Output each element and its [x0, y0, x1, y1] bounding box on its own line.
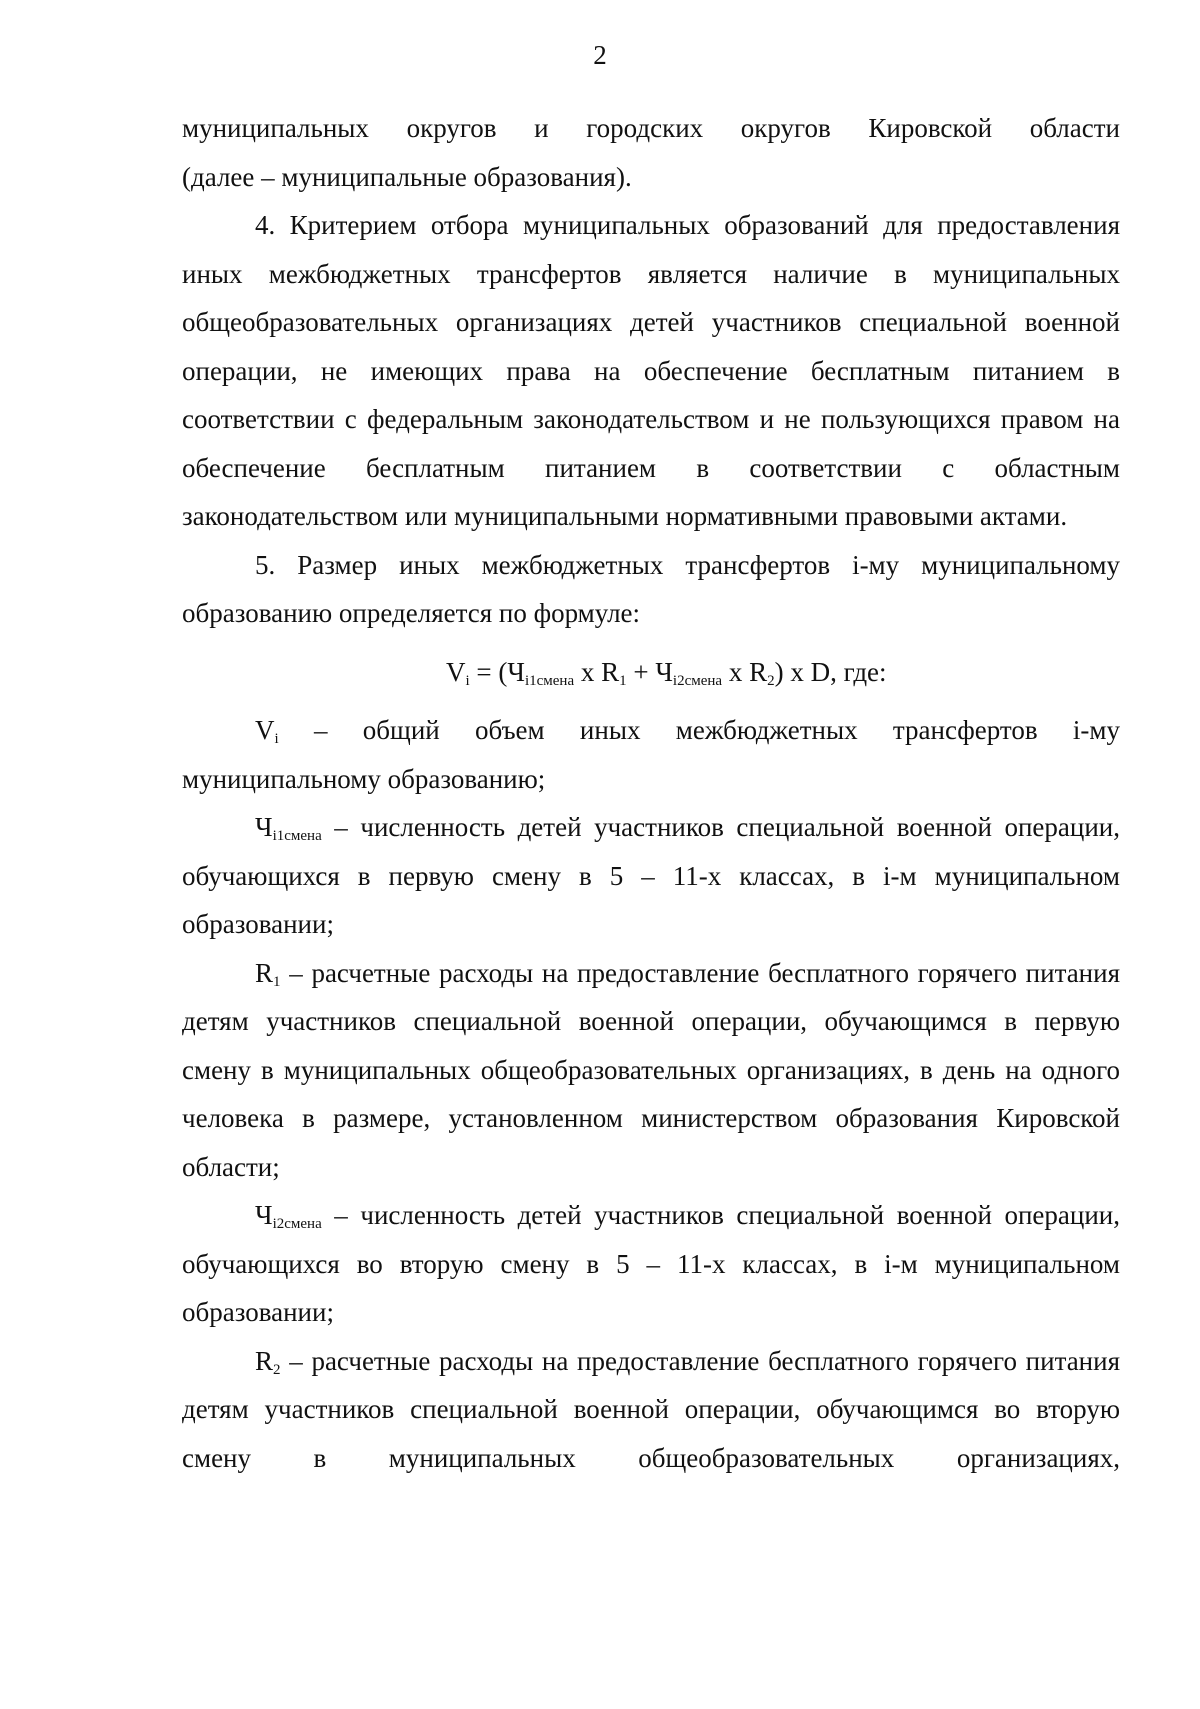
paragraph-continued-end [182, 153, 1120, 202]
definition-ch1-symbol: Ч [255, 812, 273, 842]
definition-ch2-symbol: Ч [255, 1200, 273, 1230]
definition-vi-sub: i [274, 731, 279, 747]
formula-eq-open: = (Ч [469, 656, 525, 687]
definition-ch1-text: – численность детей участников специальной военной операции, обучающихся в первую смену в 5 – 11-х классах, в i-м муниципальном образовании; [182, 812, 1120, 939]
definition-ch1 [182, 803, 1120, 949]
paragraph-5: 5. Размер иных межбюджетных трансфертов i-му муниципальному образованию определяется по формуле: [182, 549, 1120, 628]
paragraph-4: 4. Критерием отбора муниципальных образований для предоставления иных межбюджетных трансфертов является наличие в муниципальных общеобразовательных организациях детей участников специальной военной операции, не имеющих права на обеспечение бесплатным питанием в соответствии с федеральным законодательством и не пользующихся правом на обеспечение бесплатным питанием в соответствии с областным законодательством или муниципальными нормативными правовыми актами. [182, 210, 1120, 531]
paragraph-continued-lead: муниципальных округов и городских округов Кировской области [182, 113, 1120, 143]
definition-r2 [182, 1337, 1120, 1483]
formula-ch2-sub: i2смена [672, 672, 723, 689]
definition-ch2-text: – численность детей участников специальной военной операции, обучающихся во вторую смену в 5 – 11-х классах, в i-м муниципальном образовании; [182, 1200, 1120, 1327]
definition-r1 [182, 949, 1120, 1192]
definition-vi-text: – общий объем иных межбюджетных трансфертов i-му муниципальному образованию; [182, 715, 1120, 794]
formula-r2-sub: 2 [767, 672, 775, 689]
definition-r2-symbol: R [255, 1345, 274, 1376]
formula-plus: + Ч [626, 656, 673, 687]
definition-r1-text: – расчетные расходы на предоставление бесплатного горячего питания детям участников специальной военной операции, обучающимся в первую смену в муниципальных общеобразовательных организациях, в день на одного человека в размере, установленном министерством образования Кировской области; [182, 957, 1120, 1182]
page-number: 2 [593, 40, 607, 70]
definition-ch1-sub: i1смена [272, 828, 322, 844]
paragraph-continued [182, 104, 1120, 153]
formula-v: V [446, 656, 466, 687]
document-body [182, 104, 1120, 1482]
formula-r1-sub: 1 [619, 672, 627, 689]
definition-r1-symbol: R [255, 957, 274, 988]
formula-mid1: x R [574, 656, 620, 687]
definition-vi-symbol: V [255, 715, 275, 745]
formula [182, 638, 1120, 707]
definition-r1-sub: 1 [273, 973, 281, 990]
paragraph-continued-text: (далее – муниципальные образования). [182, 161, 632, 192]
definition-ch2-sub: i2смена [272, 1216, 322, 1232]
definition-vi [182, 706, 1120, 803]
formula-ch1-sub: i1смена [524, 672, 575, 689]
formula-tail: ) x D, где: [774, 656, 887, 687]
definition-r2-sub: 2 [273, 1361, 281, 1378]
formula-v-sub: i [465, 672, 470, 689]
formula-mid2: x R [722, 656, 768, 687]
definition-ch2 [182, 1191, 1120, 1337]
definition-r2-text: – расчетные расходы на предоставление бесплатного горячего питания детям участников специальной военной операции, обучающимся во вторую смену в муниципальных общеобразовательных организациях, [182, 1345, 1120, 1473]
